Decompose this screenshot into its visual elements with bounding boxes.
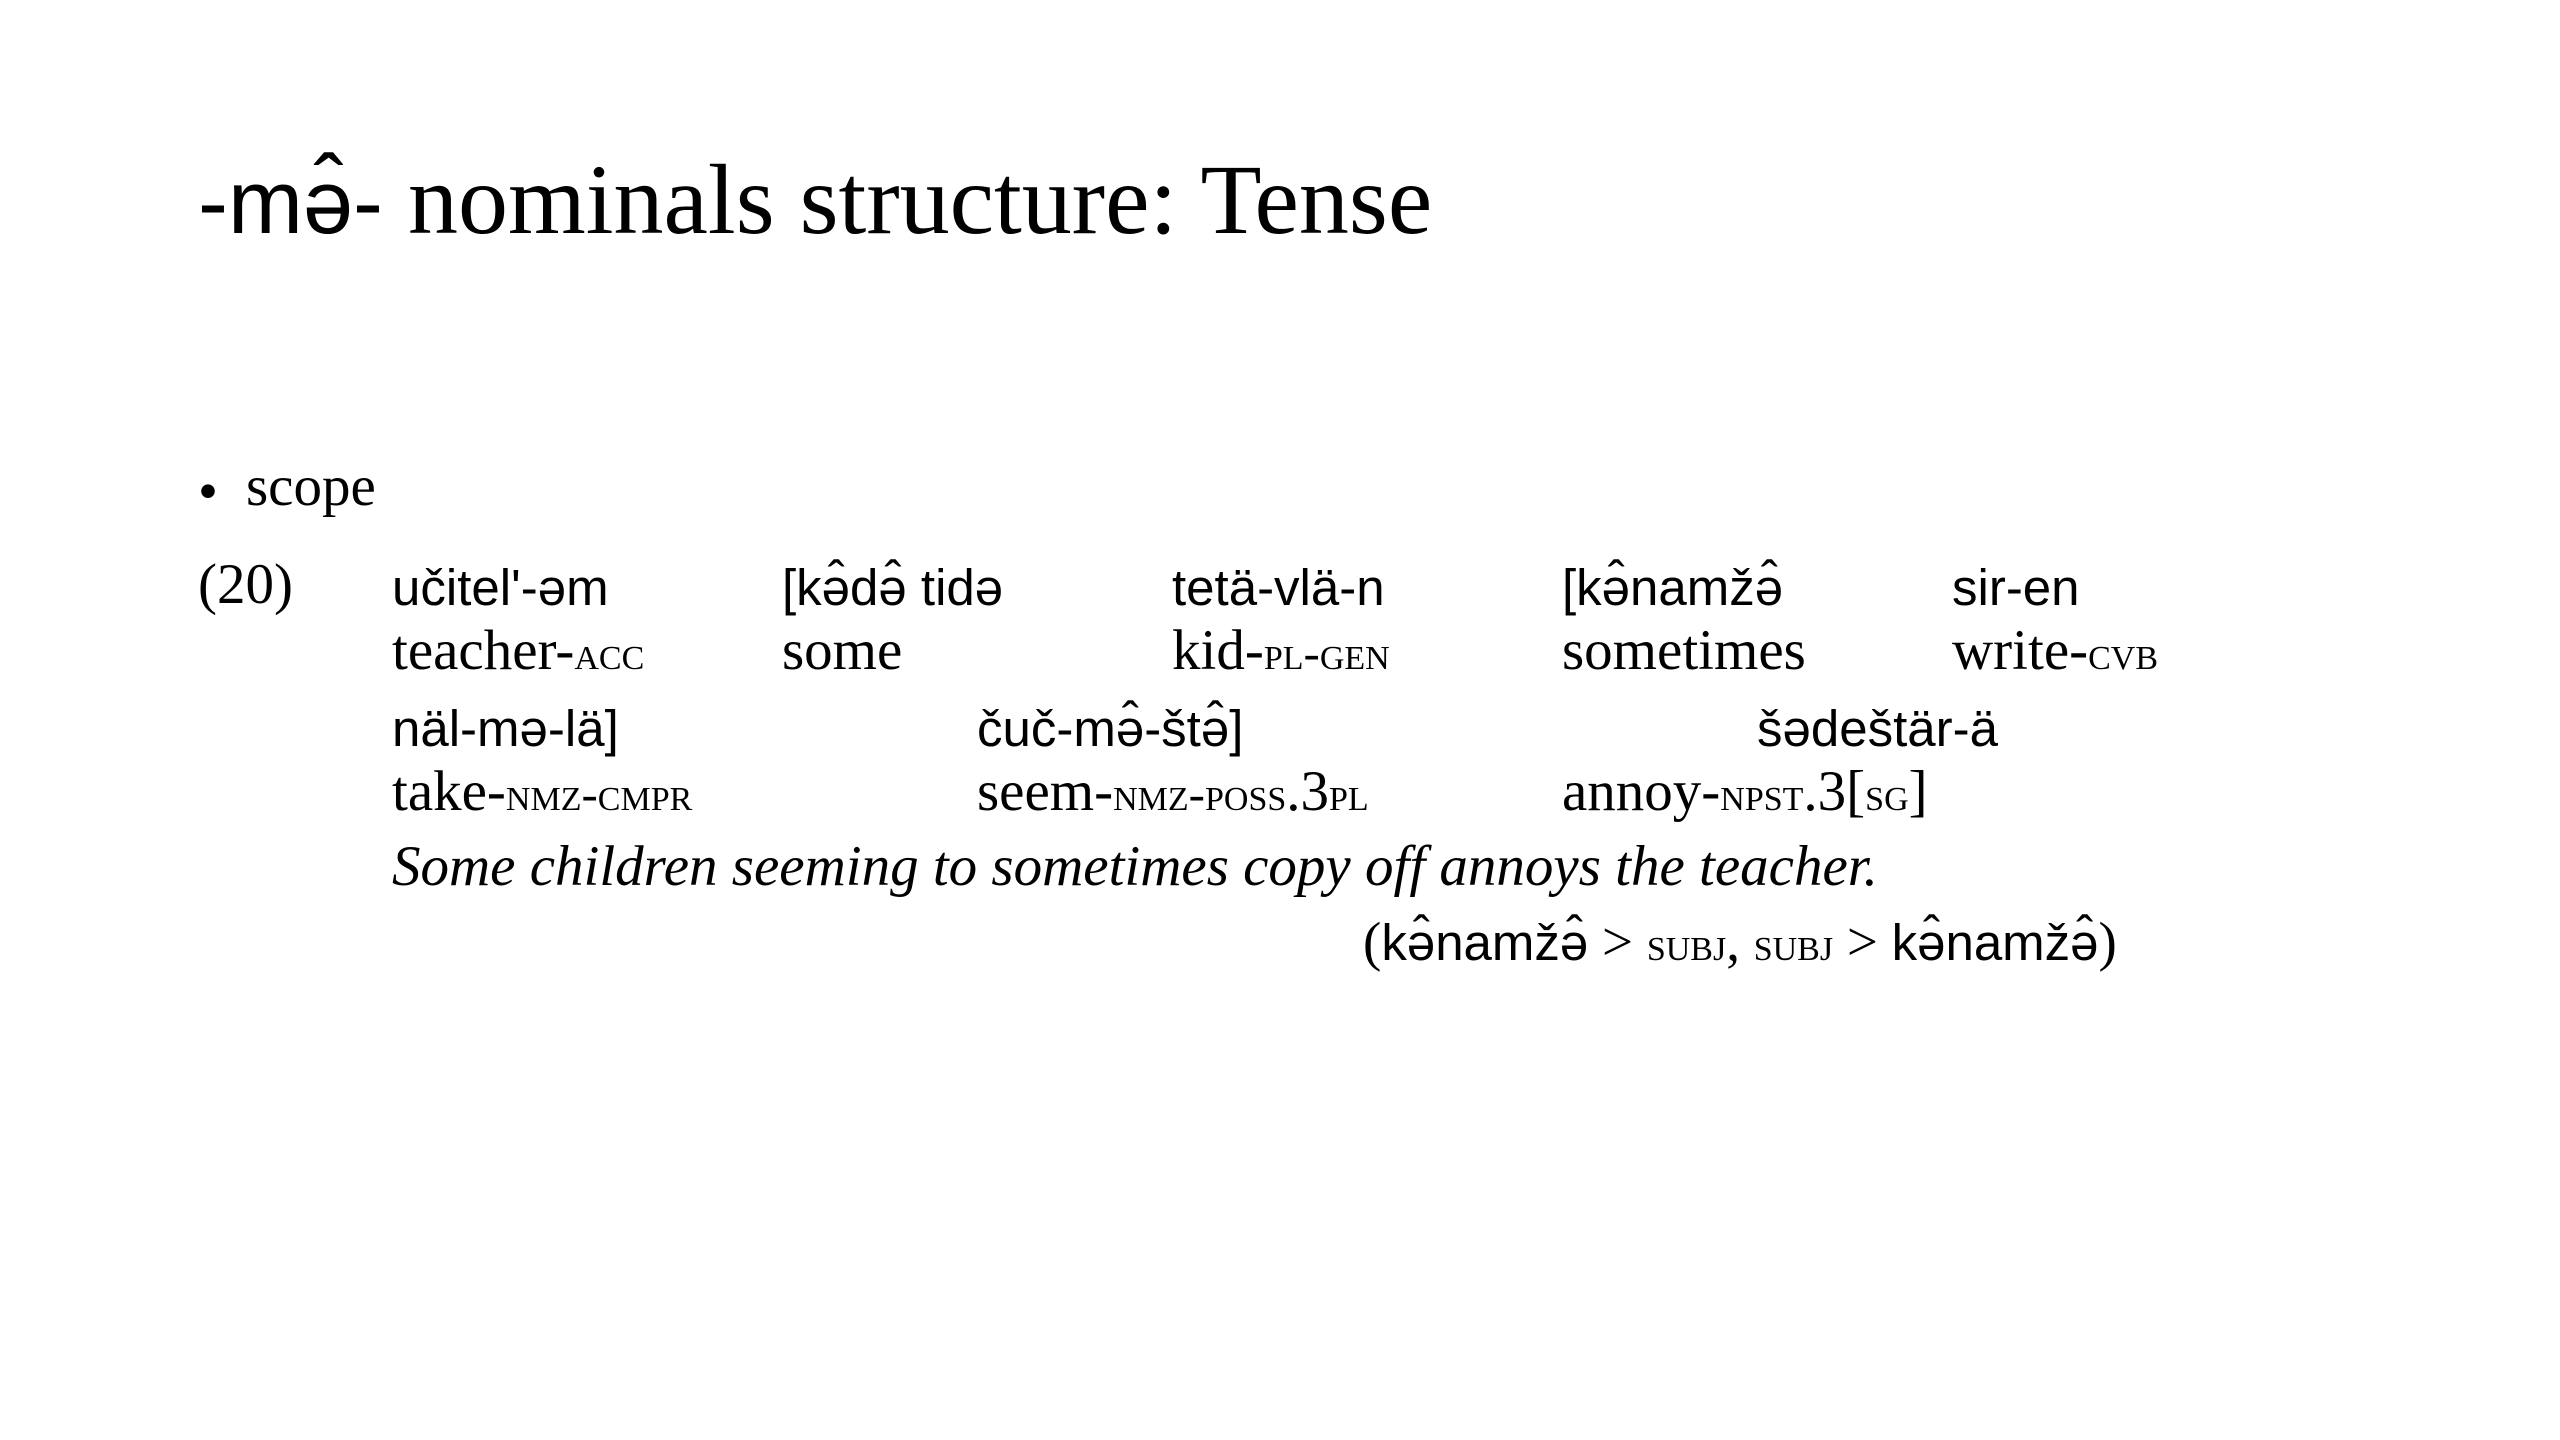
gloss-2	[782, 619, 903, 682]
gloss2-2	[977, 760, 1369, 823]
obj2-word-1: näl-mə-lä]	[392, 700, 619, 757]
scope-open: (	[1363, 911, 1382, 972]
scope-note	[1363, 911, 2117, 972]
obj-word-5: sir-en	[1952, 559, 2080, 616]
gloss2-3-tags: npst	[1720, 766, 1804, 821]
gloss2-2-num: .3	[1286, 760, 1330, 823]
bullet-text: scope	[246, 455, 376, 518]
gloss2-1-stem: take-	[392, 760, 506, 823]
gloss2-1-tags: nmz-cmpr	[505, 766, 693, 821]
gloss2-3-end: ]	[1908, 760, 1928, 823]
obj2-word-3: šədeštär-ä	[1757, 700, 1998, 757]
gloss-2-stem: some	[782, 619, 903, 682]
scope-word-1: kə̂namžə̂	[1381, 914, 1589, 971]
gloss-5-tags: cvb	[2088, 625, 2159, 680]
scope-subj-2: subj	[1753, 916, 1834, 971]
title-text: nominals structure: Tense	[382, 144, 1433, 255]
gloss-3	[1172, 619, 1390, 682]
gloss-5	[1952, 619, 2159, 682]
scope-gt-1: >	[1588, 911, 1647, 972]
gloss2-3-num: .3[	[1803, 760, 1866, 823]
obj-word-1: učitel'-əm	[392, 559, 609, 616]
obj-word-2: [kə̂də̂ tidə	[782, 559, 1004, 616]
free-translation: Some children seeming to sometimes copy off annoys the teacher.	[392, 835, 1878, 898]
obj-word-3: tetä-vlä-n	[1172, 559, 1385, 616]
gloss-4	[1562, 619, 1806, 682]
gloss-3-stem: kid-	[1172, 619, 1264, 682]
gloss2-3-stem: annoy-	[1562, 760, 1721, 823]
gloss2-1	[392, 760, 693, 823]
gloss2-3-tags2: sg	[1865, 766, 1909, 821]
gloss-1-tags: acc	[574, 625, 645, 680]
scope-comma: ,	[1726, 911, 1754, 972]
gloss-1	[392, 619, 645, 682]
gloss2-2-tags2: pl	[1329, 766, 1369, 821]
scope-subj-1: subj	[1646, 916, 1727, 971]
example-number: (20)	[198, 553, 293, 616]
obj2-word-2: čuč-mə̂-štə̂]	[977, 700, 1244, 757]
slide-title	[198, 144, 1433, 255]
gloss2-3	[1562, 760, 1928, 823]
gloss2-2-tags: nmz-poss	[1113, 766, 1287, 821]
scope-close: )	[2098, 911, 2117, 972]
bullet-dot: •	[198, 460, 218, 523]
gloss2-2-stem: seem-	[977, 760, 1114, 823]
gloss-4-stem: sometimes	[1562, 619, 1806, 682]
gloss-3-tags: pl-gen	[1263, 625, 1390, 680]
scope-word-2: kə̂namžə̂	[1891, 914, 2099, 971]
title-prefix: -mə̂-	[198, 153, 383, 253]
gloss-1-stem: teacher-	[392, 619, 575, 682]
gloss-5-stem: write-	[1952, 619, 2089, 682]
obj-word-4: [kə̂namžə̂	[1562, 559, 1784, 616]
scope-gt-2: >	[1833, 911, 1892, 972]
